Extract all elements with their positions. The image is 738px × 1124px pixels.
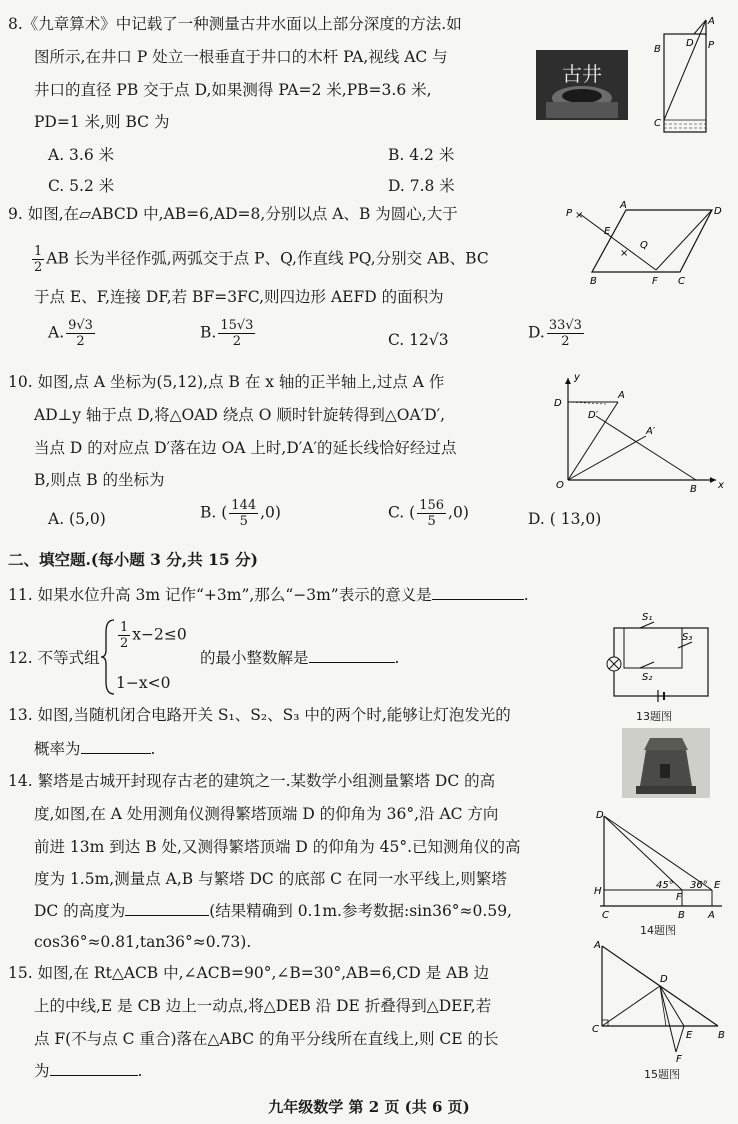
q14-line-3: 前进 13m 到达 B 处,又测得繁塔顶端 D 的仰角为 45°.已知测角仪的高 [34,838,521,856]
q14-caption: 14题图 [640,924,676,937]
q14-label-d: D [596,810,604,821]
q15-line-1: 15. 如图,在 Rt△ACB 中,∠ACB=90°,∠B=30°,AB=6,CD 是 AB 边 [8,964,490,982]
q11-line: 11. 如果水位升高 3m 记作“+3m”,那么“−3m”表示的意义是 . [8,586,529,604]
q14-label-a: A [708,910,715,920]
q8-label-a: A [708,16,715,27]
q14-answer-blank[interactable] [125,901,209,916]
q14-label-36: 36° [690,880,708,891]
q8-option-b: B. 4.2 米 [388,146,455,164]
q8-line-4: PD=1 米,则 BC 为 [34,113,170,131]
q9-label-a: A [620,200,627,211]
q15-line-4: 为 . [34,1062,143,1080]
q14-label-e: E [714,880,721,891]
q14-line-5: DC 的高度为 (结果精确到 0.1m.参考数据:sin36°≈0.59, [34,902,512,920]
q10-label-aprime: A′ [646,426,656,437]
q9-label-q: Q [640,240,648,251]
q15-label-b: B [718,1030,725,1041]
q14-line-6: cos36°≈0.81,tan36°≈0.73). [34,933,252,951]
q10-figure [546,370,726,492]
q9-label-d: D [714,206,722,217]
q10-label-x: x [718,480,724,491]
q10-line-4: B,则点 B 的坐标为 [34,471,165,489]
q10-label-b: B [690,484,697,492]
q8-line-3: 井口的直径 PB 交于点 D,如果测得 PA=2 米,PB=3.6 米, [34,81,432,99]
tower-photo [622,728,710,798]
section-2-heading: 二、填空题.(每小题 3 分,共 15 分) [8,550,258,569]
q9-option-c: C. 12√3 [388,331,449,349]
q13-answer-blank[interactable] [81,739,151,754]
q8-option-a: A. 3.6 米 [48,146,115,164]
svg-text:×: × [575,210,584,221]
q15-figure [592,940,728,1062]
q10-line-3: 当点 D 的对应点 D′落在边 OA 上时,D′A′的延长线恰好经过点 [34,439,457,457]
q14-line-2: 度,如图,在 A 处用测角仪测得繁塔顶端 D 的仰角为 36°,沿 AC 方向 [34,805,499,823]
q10-label-y: y [574,372,580,383]
q13-label-s3: S₃ [682,632,693,643]
q9-line-1: 9. 如图,在▱ABCD 中,AB=6,AD=8,分别以点 A、B 为圆心,大于 [8,205,458,223]
q9-option-d: D. $\frac{33√3}{2}$ [528,318,582,349]
q15-label-c: C [592,1024,599,1035]
q8-line-2: 图所示,在井口 P 处立一根垂直于井口的木杆 PA,视线 AC 与 [34,48,448,66]
q15-label-f: F [676,1054,682,1062]
well-photo-text: 古井 [562,62,602,86]
q14-figure [594,808,728,920]
q8-label-p: P [708,40,715,51]
q10-option-c: C. ( $\frac{156}{5}$ ,0) [388,498,469,529]
q8-label-c: C [654,118,661,129]
q9-label-f: F [652,276,658,287]
q14-label-h: H [594,886,602,897]
q10-line-2: AD⊥y 轴于点 D,将△OAD 绕点 O 顺时针旋转得到△OA′D′, [34,406,446,424]
q9-label-b: B [590,276,597,287]
q9-label-c: C [678,276,685,287]
q10-label-a: A [618,390,625,401]
q10-option-b: B. ( $\frac{144}{5}$ ,0) [200,498,281,529]
q8-label-d: D [686,38,694,49]
q12-row-2: 1−x<0 [116,674,171,692]
q15-answer-blank[interactable] [50,1061,138,1076]
q9-line-3: 于点 E、F,连接 DF,若 BF=3FC,则四边形 AEFD 的面积为 [34,288,444,306]
q13-circuit-figure [604,612,716,706]
q10-option-d: D. ( 13,0) [528,510,602,528]
q9-line-2: $\frac{1}{2}$ AB 长为半径作弧,两弧交于点 P、Q,作直线 PQ,分别交 AB、BC [34,244,489,275]
q12-prefix: 12. 不等式组 [8,649,100,667]
q8-line-1: 8.《九章算术》中记载了一种测量古井水面以上部分深度的方法.如 [8,15,462,33]
q9-option-b: B. $\frac{15√3}{2}$ [200,318,254,349]
page-footer: 九年级数学 第 2 页 (共 6 页) [268,1098,470,1116]
well-photo [536,50,628,120]
q14-line-4: 度为 1.5m,测量点 A,B 与繁塔 DC 的底部 C 在同一水平线上,则繁塔 [34,870,507,888]
q9-figure [560,196,730,288]
q15-label-e: E [686,1030,693,1041]
q9-label-p: P [566,208,573,219]
q10-line-1: 10. 如图,点 A 坐标为(5,12),点 B 在 x 轴的正半轴上,过点 A 作 [8,373,445,391]
q10-label-o: O [556,480,564,491]
q10-option-a: A. (5,0) [48,510,106,528]
q12-answer-blank[interactable] [309,648,395,663]
q14-label-f: F [676,892,682,903]
q12-row-1: $\frac{1}{2}$ x−2≤0 [120,620,187,651]
tower-photo-art [622,728,710,798]
q14-label-45: 45° [656,880,674,891]
q13-caption: 13题图 [636,710,672,723]
q15-label-d: D [660,974,668,985]
q15-line-3: 点 F(不与点 C 重合)落在△ABC 的角平分线所在直线上,则 CE 的长 [34,1030,499,1048]
q10-label-d: D [554,398,562,409]
q13-label-s2: S₂ [642,672,653,683]
q9-label-e: E [604,226,611,237]
q12-suffix-line: 的最小整数解是 . [200,649,400,667]
q9-half-frac: $\frac{1}{2}$ [34,244,43,275]
q15-label-a: A [594,940,601,951]
q13-label-s1: S₁ [642,612,653,623]
q11-answer-blank[interactable] [432,585,524,600]
q8-option-c: C. 5.2 米 [48,177,115,195]
q14-line-1: 14. 繁塔是古城开封现存古老的建筑之一.某数学小组测量繁塔 DC 的高 [8,772,496,790]
q14-label-b: B [678,910,685,920]
q13-line-1: 13. 如图,当随机闭合电路开关 S₁、S₂、S₃ 中的两个时,能够让灯泡发光的 [8,706,511,724]
q8-label-b: B [654,44,661,55]
q9-option-a: A. $\frac{9√3}{2}$ [48,318,93,349]
q13-line-2: 概率为 . [34,740,156,758]
q10-label-dprime: D′ [588,410,598,421]
svg-text:×: × [620,248,629,259]
q8-option-d: D. 7.8 米 [388,177,455,195]
q15-caption: 15题图 [644,1068,680,1081]
q15-line-2: 上的中线,E 是 CB 边上一动点,将△DEB 沿 DE 折叠得到△DEF,若 [34,997,492,1015]
q8-figure [650,14,722,139]
q14-label-c: C [602,910,609,920]
